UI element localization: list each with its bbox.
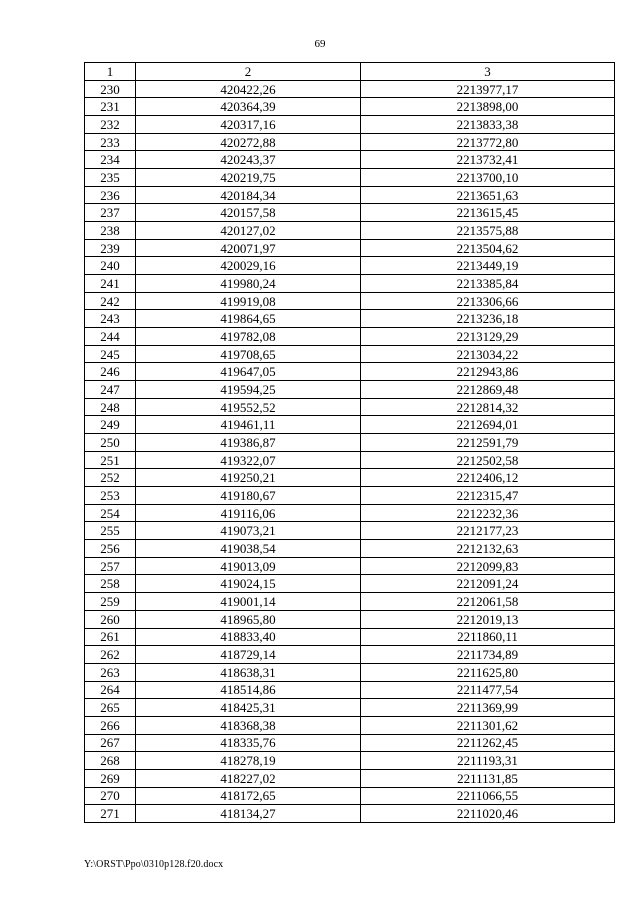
coordinate-y-cell: 2213236,18: [361, 310, 615, 328]
coordinate-x-cell: 420071,97: [136, 239, 361, 257]
table-row: [85, 116, 615, 134]
coordinate-y-cell: 2213615,45: [361, 204, 615, 222]
coordinate-x-cell: 418514,86: [136, 681, 361, 699]
coordinate-x-cell: 419250,21: [136, 469, 361, 487]
coordinate-y-cell: 2212099,83: [361, 557, 615, 575]
point-number-cell: 237: [85, 204, 136, 222]
point-number-cell: 241: [85, 275, 136, 293]
coordinate-y-cell: 2213833,38: [361, 116, 615, 134]
point-number-cell: 234: [85, 151, 136, 169]
point-number-cell: 248: [85, 398, 136, 416]
coordinate-y-cell: 2213449,19: [361, 257, 615, 275]
coordinate-x-cell: 419461,11: [136, 416, 361, 434]
coordinate-x-cell: 419708,65: [136, 345, 361, 363]
table-row: [85, 575, 615, 593]
coordinate-y-cell: 2213772,80: [361, 133, 615, 151]
table-header-row: [85, 63, 615, 81]
point-number-cell: 250: [85, 434, 136, 452]
coordinate-y-cell: 2211020,46: [361, 805, 615, 823]
coordinate-x-cell: 419322,07: [136, 451, 361, 469]
coordinate-y-cell: 2213306,66: [361, 292, 615, 310]
table-row: [85, 504, 615, 522]
point-number-cell: 265: [85, 699, 136, 717]
table-row: [85, 275, 615, 293]
coordinate-x-cell: 418227,02: [136, 769, 361, 787]
coordinate-y-cell: 2213651,63: [361, 186, 615, 204]
coordinate-x-cell: 419038,54: [136, 540, 361, 558]
table-row: [85, 487, 615, 505]
table-row: [85, 186, 615, 204]
table-row: [85, 204, 615, 222]
coordinate-x-cell: 420243,37: [136, 151, 361, 169]
coordinate-y-cell: 2211301,62: [361, 716, 615, 734]
column-header-2: 2: [136, 63, 361, 81]
coordinate-x-cell: 419180,67: [136, 487, 361, 505]
table-row: [85, 593, 615, 611]
coordinate-x-cell: 418729,14: [136, 646, 361, 664]
point-number-cell: 231: [85, 98, 136, 116]
coordinate-y-cell: 2211066,55: [361, 787, 615, 805]
table-row: [85, 628, 615, 646]
point-number-cell: 269: [85, 769, 136, 787]
table-row: [85, 434, 615, 452]
coordinate-x-cell: 420272,88: [136, 133, 361, 151]
table-row: [85, 699, 615, 717]
table-header: [85, 63, 615, 81]
point-number-cell: 242: [85, 292, 136, 310]
table-row: [85, 257, 615, 275]
coordinate-x-cell: 420029,16: [136, 257, 361, 275]
coordinate-x-cell: 419864,65: [136, 310, 361, 328]
table-row: [85, 345, 615, 363]
coordinate-x-cell: 420127,02: [136, 222, 361, 240]
point-number-cell: 230: [85, 80, 136, 98]
coordinate-x-cell: 419594,25: [136, 381, 361, 399]
point-number-cell: 268: [85, 752, 136, 770]
point-number-cell: 263: [85, 663, 136, 681]
coordinate-y-cell: 2213504,62: [361, 239, 615, 257]
coordinate-y-cell: 2212232,36: [361, 504, 615, 522]
table-row: [85, 151, 615, 169]
coordinate-x-cell: 418965,80: [136, 610, 361, 628]
coordinate-x-cell: 419024,15: [136, 575, 361, 593]
table-row: [85, 540, 615, 558]
coordinate-y-cell: 2212315,47: [361, 487, 615, 505]
table-row: [85, 451, 615, 469]
table-row: [85, 752, 615, 770]
coordinate-x-cell: 418833,40: [136, 628, 361, 646]
table-row: [85, 469, 615, 487]
coordinate-x-cell: 418134,27: [136, 805, 361, 823]
coordinate-y-cell: 2212869,48: [361, 381, 615, 399]
coordinate-y-cell: 2212177,23: [361, 522, 615, 540]
page-number: 69: [314, 38, 326, 50]
point-number-cell: 240: [85, 257, 136, 275]
table-row: [85, 716, 615, 734]
coordinate-x-cell: 419386,87: [136, 434, 361, 452]
table-row: [85, 381, 615, 399]
coordinate-y-cell: 2213385,84: [361, 275, 615, 293]
coordinate-y-cell: 2212814,32: [361, 398, 615, 416]
point-number-cell: 252: [85, 469, 136, 487]
coordinate-y-cell: 2212502,58: [361, 451, 615, 469]
point-number-cell: 255: [85, 522, 136, 540]
table-row: [85, 80, 615, 98]
coordinate-y-cell: 2213898,00: [361, 98, 615, 116]
point-number-cell: 249: [85, 416, 136, 434]
coordinate-x-cell: 419919,08: [136, 292, 361, 310]
point-number-cell: 254: [85, 504, 136, 522]
point-number-cell: 266: [85, 716, 136, 734]
point-number-cell: 261: [85, 628, 136, 646]
point-number-cell: 257: [85, 557, 136, 575]
coordinate-x-cell: 419980,24: [136, 275, 361, 293]
table-row: [85, 169, 615, 187]
coordinate-y-cell: 2212061,58: [361, 593, 615, 611]
coordinate-y-cell: 2212091,24: [361, 575, 615, 593]
coordinate-x-cell: 420422,26: [136, 80, 361, 98]
coordinate-y-cell: 2211734,89: [361, 646, 615, 664]
point-number-cell: 253: [85, 487, 136, 505]
point-number-cell: 233: [85, 133, 136, 151]
point-number-cell: 238: [85, 222, 136, 240]
table-row: [85, 734, 615, 752]
point-number-cell: 270: [85, 787, 136, 805]
point-number-cell: 232: [85, 116, 136, 134]
coordinate-x-cell: 418638,31: [136, 663, 361, 681]
table-row: [85, 398, 615, 416]
coordinate-y-cell: 2211477,54: [361, 681, 615, 699]
table-row: [85, 98, 615, 116]
table-body: [85, 80, 615, 822]
coordinate-y-cell: 2212943,86: [361, 363, 615, 381]
coordinate-y-cell: 2213034,22: [361, 345, 615, 363]
point-number-cell: 251: [85, 451, 136, 469]
coordinate-x-cell: 418425,31: [136, 699, 361, 717]
coordinate-x-cell: 420317,16: [136, 116, 361, 134]
coordinate-y-cell: 2212406,12: [361, 469, 615, 487]
column-header-3: 3: [361, 63, 615, 81]
coordinate-y-cell: 2212019,13: [361, 610, 615, 628]
coordinate-x-cell: 420184,34: [136, 186, 361, 204]
table-row: [85, 769, 615, 787]
point-number-cell: 260: [85, 610, 136, 628]
table-row: [85, 292, 615, 310]
coordinate-y-cell: 2212591,79: [361, 434, 615, 452]
coordinate-x-cell: 418278,19: [136, 752, 361, 770]
coordinate-y-cell: 2213575,88: [361, 222, 615, 240]
coordinate-y-cell: 2212694,01: [361, 416, 615, 434]
point-number-cell: 239: [85, 239, 136, 257]
table-row: [85, 557, 615, 575]
table-row: [85, 239, 615, 257]
table-row: [85, 222, 615, 240]
coordinate-y-cell: 2213977,17: [361, 80, 615, 98]
coordinate-y-cell: 2211625,80: [361, 663, 615, 681]
table-row: [85, 416, 615, 434]
table-row: [85, 610, 615, 628]
coordinate-x-cell: 418368,38: [136, 716, 361, 734]
table-row: [85, 328, 615, 346]
table-row: [85, 133, 615, 151]
point-number-cell: 259: [85, 593, 136, 611]
footer-file-path: Y:\ORST\Ppo\0310p128.f20.docx: [84, 859, 224, 870]
point-number-cell: 235: [85, 169, 136, 187]
coordinates-table: [84, 62, 615, 823]
point-number-cell: 264: [85, 681, 136, 699]
coordinate-x-cell: 419647,05: [136, 363, 361, 381]
table-row: [85, 646, 615, 664]
coordinate-x-cell: 419073,21: [136, 522, 361, 540]
coordinate-y-cell: 2211193,31: [361, 752, 615, 770]
coordinate-y-cell: 2213732,41: [361, 151, 615, 169]
coordinate-x-cell: 420157,58: [136, 204, 361, 222]
point-number-cell: 258: [85, 575, 136, 593]
point-number-cell: 245: [85, 345, 136, 363]
coordinate-y-cell: 2211860,11: [361, 628, 615, 646]
point-number-cell: 262: [85, 646, 136, 664]
coordinate-x-cell: 419116,06: [136, 504, 361, 522]
column-header-1: 1: [85, 63, 136, 81]
coordinate-x-cell: 419782,08: [136, 328, 361, 346]
point-number-cell: 236: [85, 186, 136, 204]
coordinate-y-cell: 2211369,99: [361, 699, 615, 717]
coordinate-x-cell: 419552,52: [136, 398, 361, 416]
coordinate-y-cell: 2212132,63: [361, 540, 615, 558]
coordinate-x-cell: 419013,09: [136, 557, 361, 575]
point-number-cell: 247: [85, 381, 136, 399]
table-row: [85, 310, 615, 328]
table-row: [85, 805, 615, 823]
coordinate-x-cell: 418172,65: [136, 787, 361, 805]
table-row: [85, 663, 615, 681]
point-number-cell: 243: [85, 310, 136, 328]
coordinate-x-cell: 420364,39: [136, 98, 361, 116]
table-row: [85, 522, 615, 540]
point-number-cell: 271: [85, 805, 136, 823]
point-number-cell: 256: [85, 540, 136, 558]
coordinate-y-cell: 2211131,85: [361, 769, 615, 787]
point-number-cell: 267: [85, 734, 136, 752]
point-number-cell: 246: [85, 363, 136, 381]
coordinate-x-cell: 419001,14: [136, 593, 361, 611]
table-row: [85, 681, 615, 699]
coordinate-x-cell: 418335,76: [136, 734, 361, 752]
coordinate-x-cell: 420219,75: [136, 169, 361, 187]
point-number-cell: 244: [85, 328, 136, 346]
coordinate-y-cell: 2213700,10: [361, 169, 615, 187]
table-row: [85, 787, 615, 805]
coordinate-y-cell: 2213129,29: [361, 328, 615, 346]
table-row: [85, 363, 615, 381]
coordinate-y-cell: 2211262,45: [361, 734, 615, 752]
